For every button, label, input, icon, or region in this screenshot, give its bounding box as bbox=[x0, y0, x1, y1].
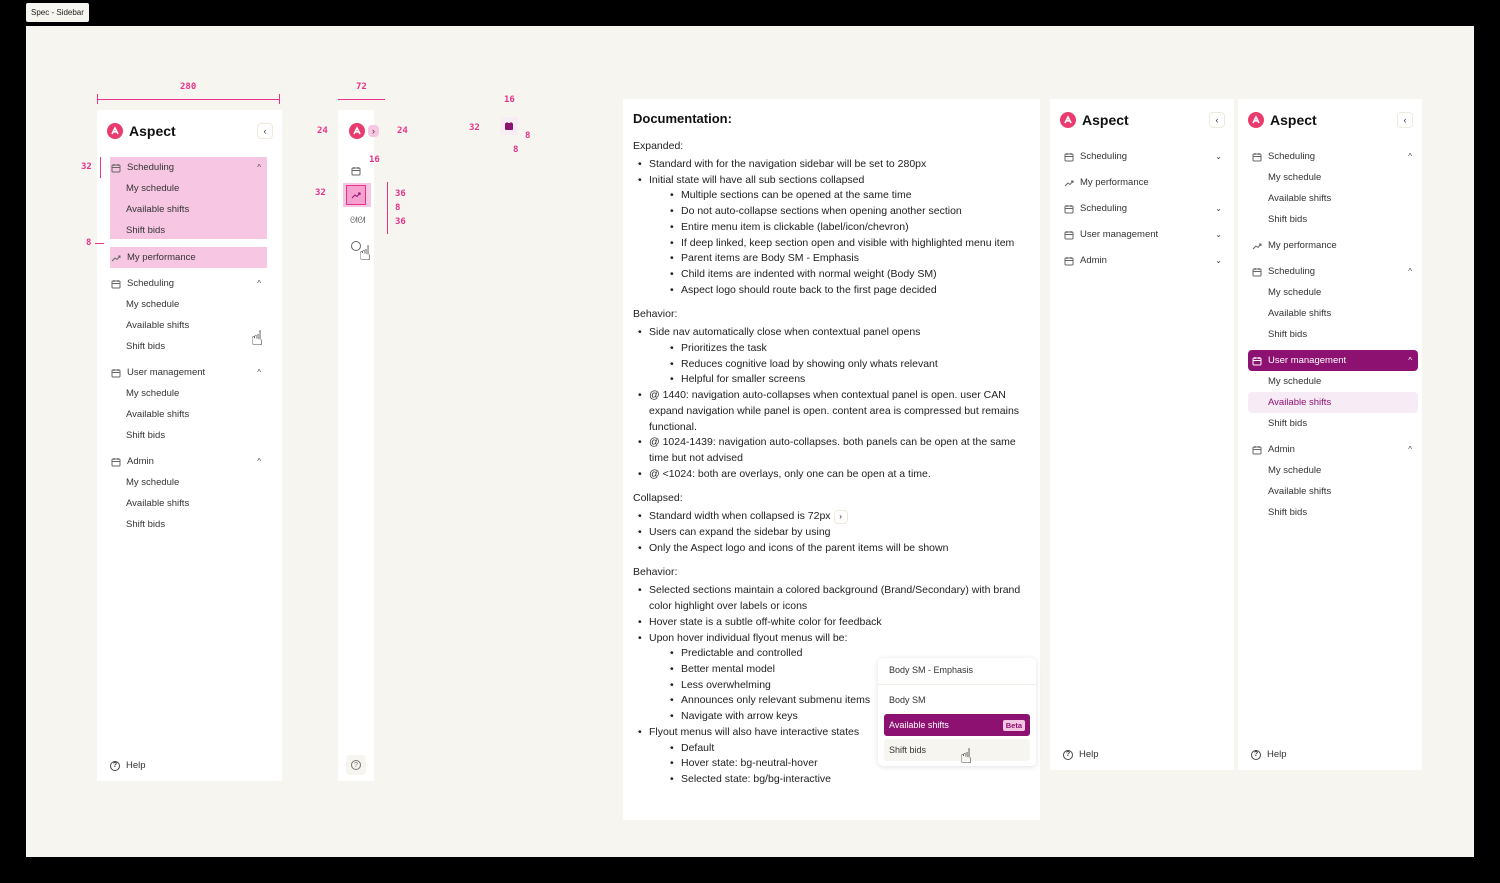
collapse-button[interactable]: ‹ bbox=[257, 123, 273, 139]
pointer-cursor: ☝ bbox=[359, 243, 372, 265]
help-label: Help bbox=[126, 760, 146, 771]
nav-parent[interactable] bbox=[1248, 261, 1418, 282]
spec-badge-width: 16 bbox=[504, 95, 515, 105]
spec-spacing-a: 36 bbox=[395, 189, 406, 199]
chevron-up-icon: ^ bbox=[257, 368, 261, 377]
spec-badge-height: 32 bbox=[469, 123, 480, 133]
nav-label: Scheduling bbox=[127, 162, 175, 173]
spec-line bbox=[100, 157, 101, 178]
nav-label: My performance bbox=[1268, 240, 1337, 251]
spec-width-label: 280 bbox=[180, 82, 197, 92]
pointer-cursor: ☝ bbox=[960, 746, 973, 768]
spec-line bbox=[387, 182, 388, 234]
doc-subitem: • Aspect logo should route back to the first page decided bbox=[649, 283, 1030, 299]
doc-item: • Only the Aspect logo and icons of the parent items will be shown bbox=[633, 541, 1030, 557]
collapse-button[interactable]: ‹ bbox=[1397, 112, 1413, 128]
chevron-up-icon: ^ bbox=[257, 163, 261, 172]
calendar-icon bbox=[111, 457, 121, 467]
calendar-icon bbox=[1064, 204, 1074, 214]
calendar-icon bbox=[1064, 256, 1074, 266]
doc-subitem: • Do not auto-collapse sections when opening another section bbox=[649, 204, 1030, 220]
nav-label: Scheduling bbox=[1080, 203, 1128, 214]
help-button[interactable] bbox=[346, 755, 366, 775]
nav-child[interactable]: Shift bids bbox=[1268, 214, 1308, 225]
nav-child[interactable]: My schedule bbox=[1268, 172, 1322, 183]
nav-label: User management bbox=[127, 367, 206, 378]
chevron-up-icon: ^ bbox=[1408, 267, 1412, 276]
doc-subitem: • Entire menu item is clickable (label/icon/chevron) bbox=[649, 220, 1030, 236]
flyout-item[interactable]: Body SM bbox=[889, 695, 926, 705]
nav-child[interactable]: My schedule bbox=[126, 477, 180, 488]
pointer-cursor: ☝ bbox=[251, 328, 264, 350]
spec-item-height: 32 bbox=[81, 162, 92, 172]
aspect-logo-icon bbox=[107, 123, 123, 139]
nav-child[interactable]: Available shifts bbox=[126, 204, 190, 215]
doc-subitem: • Better mental model bbox=[649, 662, 1030, 678]
doc-subitem: • Default bbox=[649, 741, 1030, 757]
calendar-icon bbox=[1252, 356, 1262, 366]
doc-subitem: • Less overwhelming bbox=[649, 678, 1030, 694]
nav-parent[interactable] bbox=[1060, 224, 1228, 245]
doc-subitem: • Selected state: bg/bg-interactive bbox=[649, 772, 1030, 788]
sidebar-collapsed-spec bbox=[338, 110, 374, 781]
expand-button[interactable]: › bbox=[368, 125, 379, 137]
calendar-icon bbox=[1252, 445, 1262, 455]
nav-child[interactable]: Available shifts bbox=[1268, 308, 1332, 319]
help-label: Help bbox=[1079, 749, 1099, 760]
doc-heading: Collapsed: bbox=[633, 492, 683, 505]
nav-label: Admin bbox=[1268, 444, 1295, 455]
doc-heading: Expanded: bbox=[633, 140, 684, 152]
spec-collapsed-width: 72 bbox=[356, 82, 367, 92]
calendar-icon bbox=[1252, 152, 1262, 162]
nav-parent[interactable] bbox=[1248, 235, 1418, 256]
calendar-icon bbox=[111, 279, 121, 289]
nav-parent[interactable] bbox=[1248, 439, 1418, 460]
doc-subitem: • Helpful for smaller screens bbox=[649, 372, 1030, 388]
flyout-menu bbox=[878, 658, 1036, 766]
nav-parent-user-management[interactable] bbox=[107, 362, 267, 383]
trend-icon bbox=[1252, 241, 1262, 251]
doc-subitem: • Reduces cognitive load by showing only whats relevant bbox=[649, 357, 1030, 373]
doc-item: Side nav automatically close when contextual panel opens bbox=[649, 326, 921, 339]
nav-label: Scheduling bbox=[1080, 151, 1128, 162]
doc-item: • Hover state is a subtle off-white color for feedback bbox=[633, 615, 1030, 631]
help-icon: ? bbox=[110, 761, 120, 771]
doc-item: Initial state will have all sub sections collapsed bbox=[649, 173, 865, 186]
nav-child[interactable]: Shift bids bbox=[126, 225, 166, 236]
sidebar-expanded-spec bbox=[97, 110, 282, 781]
nav-child[interactable]: Available shifts bbox=[126, 320, 190, 331]
spec-line bbox=[338, 99, 385, 100]
collapse-button[interactable]: ‹ bbox=[1209, 112, 1225, 128]
nav-parent[interactable] bbox=[1060, 172, 1228, 193]
nav-parent[interactable] bbox=[1060, 250, 1228, 271]
chevron-up-icon: ^ bbox=[1408, 356, 1412, 365]
nav-child[interactable]: Shift bids bbox=[1268, 507, 1308, 518]
nav-child[interactable]: My schedule bbox=[1268, 465, 1322, 476]
doc-heading: Behavior: bbox=[633, 308, 678, 321]
calendar-icon bbox=[1252, 267, 1262, 277]
chevron-up-icon: ^ bbox=[1408, 152, 1412, 161]
chevron-down-icon: ⌄ bbox=[1215, 204, 1222, 213]
doc-heading: Behavior: bbox=[633, 566, 678, 579]
doc-item: • Standard with for the navigation sidebar will be set to 280px bbox=[633, 157, 1030, 173]
nav-parent-admin[interactable] bbox=[107, 451, 267, 472]
spec-line bbox=[95, 243, 104, 244]
nav-parent-selected[interactable] bbox=[1248, 350, 1418, 371]
trend-icon bbox=[111, 253, 121, 263]
nav-child[interactable]: My schedule bbox=[126, 388, 180, 399]
nav-parent[interactable] bbox=[1060, 146, 1228, 167]
chevron-down-icon: ⌄ bbox=[1215, 230, 1222, 239]
doc-item: Upon hover individual flyout menus will be: bbox=[649, 631, 848, 644]
nav-child[interactable]: Available shifts bbox=[126, 498, 190, 509]
brand-name: Aspect bbox=[1270, 112, 1317, 128]
doc-item: • Selected sections maintain a colored background (Brand/Secondary) with brand color highlight over labels or icons bbox=[633, 583, 1030, 614]
aspect-logo-icon[interactable] bbox=[349, 123, 365, 139]
brand-name: Aspect bbox=[129, 123, 176, 139]
doc-item: • @ <1024: both are overlays, only one can be open at a time. bbox=[633, 467, 1030, 483]
spec-toggle-width: 16 bbox=[369, 155, 380, 165]
spec-badge-pad-b: 8 bbox=[513, 145, 519, 155]
doc-item: • Users can expand the sidebar by using bbox=[633, 525, 1030, 541]
nav-label: Admin bbox=[1080, 255, 1107, 266]
chevron-up-icon: ^ bbox=[1408, 445, 1412, 454]
chevron-right-icon: › bbox=[834, 510, 848, 524]
nav-child[interactable]: Shift bids bbox=[126, 430, 166, 441]
help-label: Help bbox=[1267, 749, 1287, 760]
nav-child[interactable]: Available shifts bbox=[1268, 193, 1332, 204]
nav-parent-scheduling[interactable] bbox=[107, 157, 267, 178]
calendar-icon bbox=[1064, 230, 1074, 240]
users-icon[interactable]: ᘛᘛ bbox=[350, 215, 366, 225]
canvas bbox=[26, 26, 1474, 857]
chevron-up-icon: ^ bbox=[257, 279, 261, 288]
spec-spacing-gap: 8 bbox=[395, 203, 401, 213]
nav-child[interactable]: Available shifts bbox=[1268, 486, 1332, 497]
spec-width-line bbox=[97, 99, 280, 100]
help-link[interactable] bbox=[1063, 749, 1099, 760]
nav-parent[interactable] bbox=[1248, 146, 1418, 167]
nav-label: Admin bbox=[127, 456, 154, 467]
calendar-icon bbox=[111, 368, 121, 378]
doc-subitem: • Navigate with arrow keys bbox=[649, 709, 1030, 725]
doc-subitem: • If deep linked, keep section open and visible with highlighted menu item bbox=[649, 236, 1030, 252]
spec-toggle-size: 24 bbox=[397, 126, 408, 136]
nav-label: Scheduling bbox=[1268, 266, 1316, 277]
nav-label: My performance bbox=[1080, 177, 1149, 188]
nav-child[interactable]: Shift bids bbox=[126, 341, 166, 352]
spec-gap: 8 bbox=[86, 238, 92, 248]
doc-title: Documentation: bbox=[633, 111, 732, 126]
brand[interactable] bbox=[107, 123, 176, 139]
nav-label: User management bbox=[1080, 229, 1159, 240]
flyout-item-hover[interactable]: Shift bids bbox=[884, 739, 1030, 761]
nav-parent-my-performance[interactable] bbox=[107, 247, 267, 268]
spec-spacing-b: 36 bbox=[395, 217, 406, 227]
help-link[interactable] bbox=[1251, 749, 1287, 760]
nav-child[interactable]: Available shifts bbox=[126, 409, 190, 420]
nav-child[interactable]: Shift bids bbox=[1268, 329, 1308, 340]
brand-name: Aspect bbox=[1082, 112, 1129, 128]
nav-parent[interactable] bbox=[1060, 198, 1228, 219]
flyout-item-selected[interactable] bbox=[884, 714, 1030, 736]
spec-tick bbox=[279, 94, 280, 104]
nav-label: My performance bbox=[127, 252, 196, 263]
help-icon: ? bbox=[351, 760, 361, 770]
sidebar-collapsed-sections bbox=[1050, 99, 1234, 770]
trend-icon bbox=[1064, 178, 1074, 188]
doc-subitem: • Parent items are Body SM - Emphasis bbox=[649, 251, 1030, 267]
doc-item: • @ 1024-1439: navigation auto-collapses. both panels can be open at the same time but not advised bbox=[633, 435, 1030, 466]
nav-label: Scheduling bbox=[127, 278, 175, 289]
spec-icon-height: 32 bbox=[315, 188, 326, 198]
chevron-down-icon: ⌄ bbox=[1215, 256, 1222, 265]
nav-child[interactable]: My schedule bbox=[1268, 287, 1322, 298]
trend-icon[interactable] bbox=[346, 185, 366, 205]
doc-item: Flyout menus will also have interactive states bbox=[649, 725, 860, 738]
nav-child-selected[interactable]: Available shifts bbox=[1248, 392, 1418, 413]
calendar-selected-icon bbox=[500, 117, 518, 135]
chevron-down-icon: ⌄ bbox=[1215, 152, 1222, 161]
calendar-icon[interactable] bbox=[351, 163, 361, 181]
help-link[interactable] bbox=[110, 760, 146, 771]
nav-child[interactable]: My schedule bbox=[1268, 376, 1322, 387]
aspect-logo-icon bbox=[1248, 112, 1264, 128]
aspect-logo-icon bbox=[1060, 112, 1076, 128]
nav-child[interactable]: My schedule bbox=[126, 183, 180, 194]
calendar-icon bbox=[1064, 152, 1074, 162]
spec-badge-pad-a: 8 bbox=[525, 131, 531, 141]
help-icon: ? bbox=[1251, 750, 1261, 760]
beta-badge: Beta bbox=[1003, 720, 1025, 731]
doc-subitem: • Prioritizes the task bbox=[649, 341, 1030, 357]
brand[interactable] bbox=[1060, 112, 1129, 128]
doc-subitem: • Child items are indented with normal weight (Body SM) bbox=[649, 267, 1030, 283]
doc-item: • @ 1440: navigation auto-collapses when contextual panel is open. user CAN expand navigation while panel is open. content area is compressed but remains functional. bbox=[633, 388, 1030, 435]
nav-child[interactable]: Shift bids bbox=[126, 519, 166, 530]
flyout-item-label: Available shifts bbox=[889, 720, 949, 730]
nav-label: Scheduling bbox=[1268, 151, 1316, 162]
help-icon: ? bbox=[1063, 750, 1073, 760]
nav-label: User management bbox=[1268, 355, 1347, 366]
doc-item: Standard width when collapsed is 72px bbox=[649, 510, 831, 523]
divider bbox=[878, 684, 1036, 685]
sidebar-selected-state bbox=[1238, 99, 1422, 770]
brand[interactable] bbox=[1248, 112, 1317, 128]
doc-subitem: • Predictable and controlled bbox=[649, 646, 1030, 662]
nav-child[interactable]: Shift bids bbox=[1268, 418, 1308, 429]
chevron-up-icon: ^ bbox=[257, 457, 261, 466]
spec-logo-size: 24 bbox=[317, 126, 328, 136]
nav-child[interactable]: My schedule bbox=[126, 299, 180, 310]
doc-subitem: • Multiple sections can be opened at the same time bbox=[649, 188, 1030, 204]
spec-tick bbox=[97, 94, 98, 104]
nav-parent-scheduling-2[interactable] bbox=[107, 273, 267, 294]
flyout-header: Body SM - Emphasis bbox=[889, 665, 974, 675]
doc-subitem: • Announces only relevant submenu items bbox=[649, 693, 1030, 709]
doc-subitem: • Hover state: bg-neutral-hover bbox=[649, 756, 1030, 772]
frame-label: Spec - Sidebar bbox=[26, 3, 89, 22]
calendar-icon bbox=[111, 163, 121, 173]
